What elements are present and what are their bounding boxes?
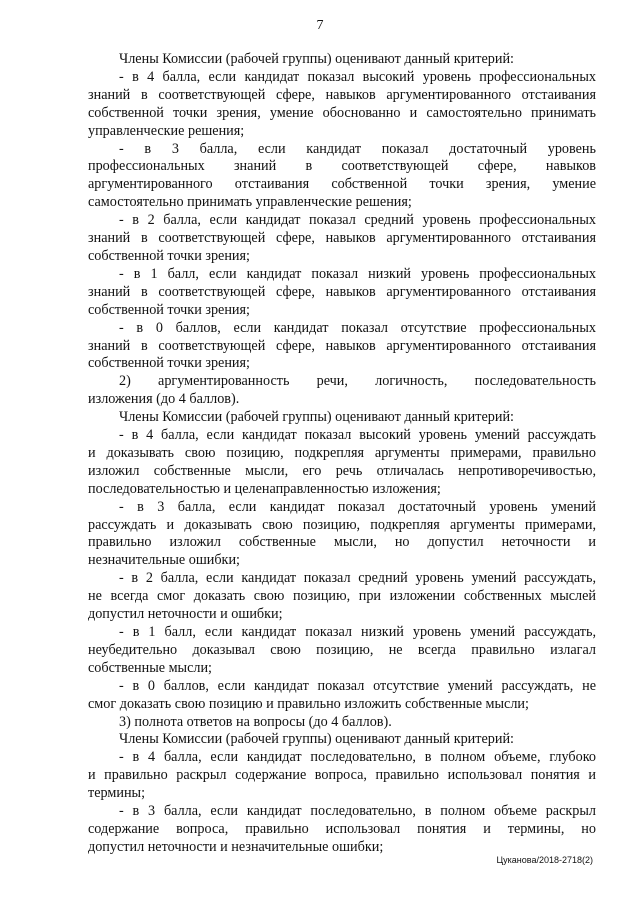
text-line: смог доказать свою позицию и правильно изложить собственные мысли;: [88, 695, 529, 712]
paragraph: [88, 69, 596, 141]
text-line: управленческие решения;: [88, 122, 245, 139]
text-line: Члены Комиссии (рабочей группы) оценивают данный критерий:: [119, 731, 514, 748]
text-line: - в 4 балла, если кандидат показал высокий уровень умений рассуждать: [119, 427, 596, 444]
paragraph: [88, 320, 596, 374]
paragraph: [88, 731, 596, 749]
text-line: изложил собственные мысли, его речь отличалась непротиворечивостью,: [88, 462, 596, 479]
page-number: 7: [316, 18, 324, 33]
text-line: неубедительно доказывал свою позицию, не всегда правильно излагал: [88, 641, 596, 658]
text-line: Члены Комиссии (рабочей группы) оценивают данный критерий:: [119, 409, 514, 426]
text-line: незначительные ошибки;: [88, 552, 240, 569]
text-line: - в 2 балла, если кандидат показал средний уровень профессиональных: [119, 212, 596, 229]
text-line: собственной точки зрения;: [88, 301, 250, 318]
text-line: Члены Комиссии (рабочей группы) оценивают данный критерий:: [119, 51, 514, 67]
paragraph: [88, 427, 596, 499]
paragraph: [88, 141, 596, 213]
text-line: - в 4 балла, если кандидат показал высокий уровень профессиональных: [119, 68, 596, 85]
paragraph: [88, 749, 596, 803]
paragraph: [88, 51, 596, 69]
text-line: термины;: [88, 785, 146, 802]
paragraph: [88, 499, 596, 571]
text-line: изложения (до 4 баллов).: [88, 391, 240, 408]
text-line: - в 0 баллов, если кандидат показал отсутствие умений рассуждать, не: [119, 677, 596, 694]
text-line: рассуждать и доказывать свою позицию, подкрепляя аргументы примерами,: [88, 516, 596, 533]
text-line: последовательностью и целенаправленностью изложения;: [88, 480, 441, 497]
text-line: содержание вопроса, правильно использовал понятия и термины, но: [88, 820, 596, 837]
text-line: и доказывать свою позицию, подкрепляя аргументы примерами, правильно: [88, 444, 596, 461]
text-line: знаний в соответствующей сфере, навыков аргументированного отстаивания: [88, 230, 596, 247]
text-line: - в 3 балла, если кандидат последовательно, в полном объеме раскрыл: [119, 803, 596, 820]
text-line: - в 3 балла, если кандидат показал достаточный уровень: [119, 140, 596, 157]
text-line: допустил неточности и ошибки;: [88, 606, 283, 623]
body-text: [88, 51, 596, 857]
paragraph: [88, 212, 596, 266]
text-line: собственной точки зрения;: [88, 355, 250, 372]
paragraph: [88, 266, 596, 320]
text-line: - в 1 балл, если кандидат показал низкий уровень умений рассуждать,: [119, 624, 596, 640]
text-line: знаний в соответствующей сфере, навыков аргументированного отстаивания: [88, 283, 596, 300]
text-line: самостоятельно принимать управленческие решения;: [88, 194, 412, 211]
text-line: правильно изложил собственные мысли, но допустил неточности и: [88, 534, 596, 551]
paragraph: [88, 373, 596, 409]
text-line: знаний в соответствующей сфере, навыков аргументированного отстаивания: [88, 86, 596, 103]
paragraph: [88, 409, 596, 427]
paragraph: [88, 624, 596, 678]
text-line: 2) аргументированность речи, логичность, последовательность: [119, 373, 596, 390]
text-line: и правильно раскрыл содержание вопроса, правильно использовал понятия и: [88, 767, 596, 784]
footer-document-code: Цуканова/2018-2718(2): [496, 855, 593, 865]
text-line: собственные мысли;: [88, 659, 213, 676]
text-line: допустил неточности и незначительные ошибки;: [88, 838, 384, 855]
paragraph: [88, 678, 596, 714]
text-line: 3) полнота ответов на вопросы (до 4 баллов).: [119, 713, 392, 730]
text-line: собственной точки зрения, умение обоснованно и самостоятельно принимать: [88, 104, 596, 121]
text-line: - в 1 балл, если кандидат показал низкий уровень профессиональных: [119, 265, 596, 282]
text-line: собственной точки зрения;: [88, 247, 250, 264]
text-line: - в 0 баллов, если кандидат показал отсутствие профессиональных: [119, 319, 596, 336]
text-line: не всегда смог доказать свою позицию, при изложении собственных мыслей: [88, 588, 596, 605]
paragraph: [88, 803, 596, 857]
text-line: знаний в соответствующей сфере, навыков аргументированного отстаивания: [88, 337, 596, 354]
text-line: - в 3 балла, если кандидат показал достаточный уровень умений: [119, 498, 596, 515]
text-line: - в 2 балла, если кандидат показал средний уровень умений рассуждать,: [119, 570, 596, 587]
paragraph: [88, 570, 596, 624]
text-line: профессиональных знаний в соответствующей сфере, навыков: [88, 158, 596, 175]
text-line: - в 4 балла, если кандидат последовательно, в полном объеме, глубоко: [119, 749, 596, 766]
paragraph: [88, 714, 596, 732]
text-line: аргументированного отстаивания собственной точки зрения, умение: [88, 176, 596, 193]
